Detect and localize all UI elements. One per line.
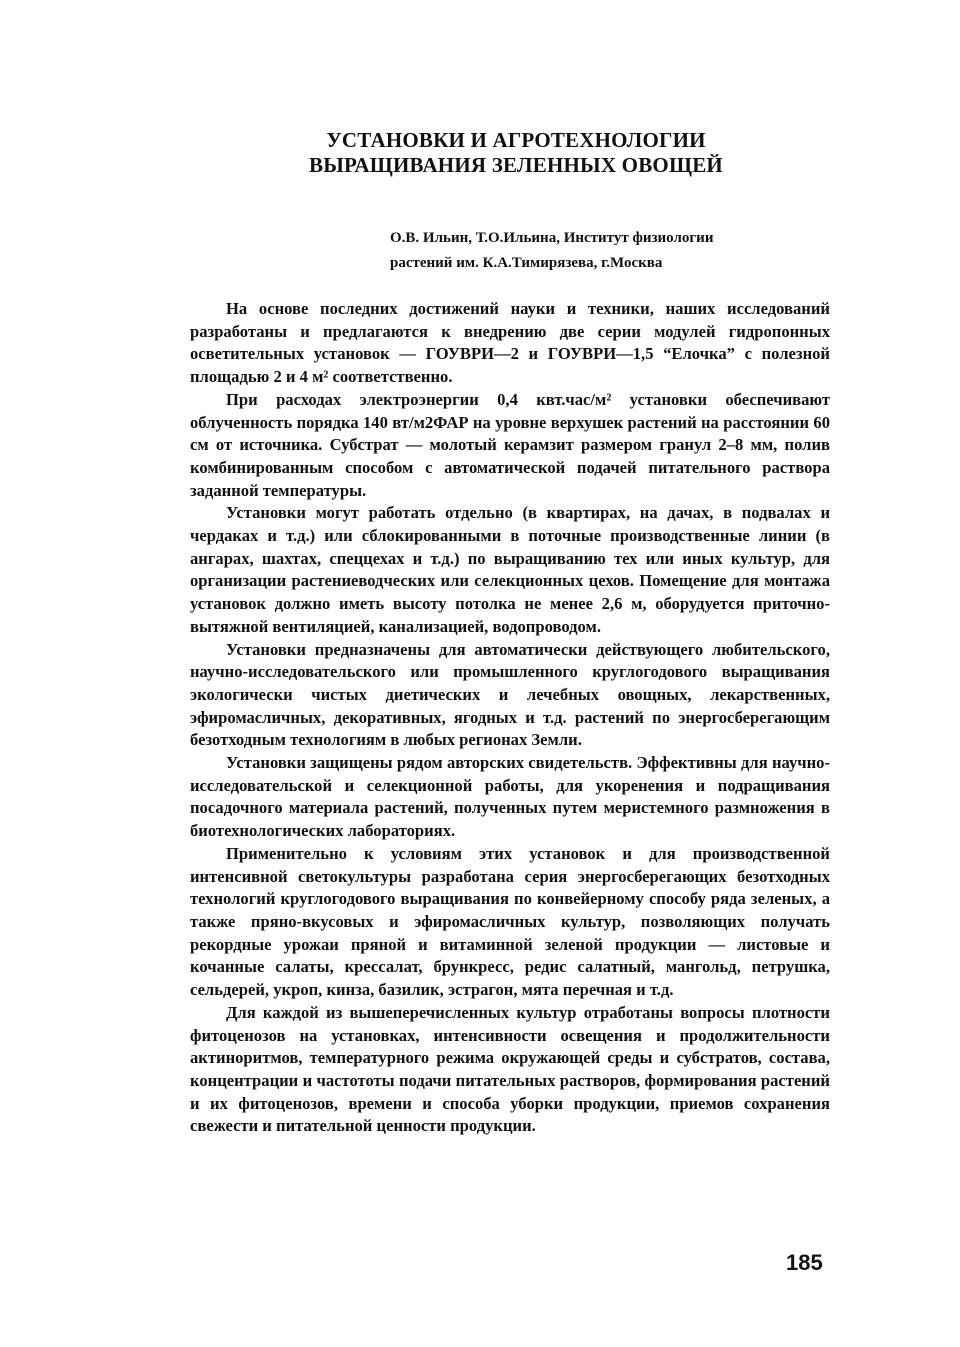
article: [190, 128, 830, 1138]
page-number: 185: [786, 1250, 823, 1275]
paragraph-3: Установки могут работать отдельно (в квартирах, на дачах, в подвалах и чердаках и т.д.) или сблокированными в поточные производственные линии (в ангарах, шахтах, спеццехах и т.д.) по выращиванию тех или иных культур, для организации растениеводческих или селекционных цехов. Помещение для монтажа установок должно иметь высоту потолка не менее 2,6 м, оборудуется приточно-вытяжной вентиляцией, канализацией, водопроводом.: [190, 503, 830, 636]
authors-line-2: растений им. К.А.Тимирязева, г.Москва: [390, 255, 663, 271]
paragraph-6: Применительно к условиям этих установок и для производственной интенсивной светокультуры разработана серия энергосберегающих безотходных технологий круглогодового выращивания по конвейерному способу ряда зеленых, а также пряно-вкусовых и эфиромасличных культур, позволяющих получать рекордные урожаи пряной и витаминной зеленой продукции — листовые и кочанные салаты, крессалат, брункресс, редис салатный, мангольд, петрушка, сельдерей, укроп, кинза, базилик, эстрагон, мята перечная и т.д.: [190, 843, 830, 1000]
paragraph-5: Установки защищены рядом авторских свидетельств. Эффективны для научно-исследовательской и селекционной работы, для укоренения и подращивания посадочного материала растений, полученных путем меристемного размножения в биотехнологических лабораториях.: [190, 753, 830, 841]
paragraph-4: Установки предназначены для автоматически действующего любительского, научно-исследовательского или промышленного круглогодового выращивания экологически чистых диетических и лечебных овощных, лекарственных, эфиромасличных, декоративных, ягодных и т.д. растений по энергосберегающим безотходным технологиям в любых регионах Земли.: [190, 639, 830, 750]
paragraph-2: При расходах электроэнергии 0,4 квт.час/м² установки обеспечивают облученность порядка 140 вт/м2ФАР на уровне верхушек растений на расстоянии 60 см от источника. Субстрат — молотый керамзит размером гранул 2–8 мм, полив комбинированным способом с автоматической подачей питательного раствора заданной температуры.: [190, 389, 830, 500]
title-line-2: ВЫРАЩИВАНИЯ ЗЕЛЕННЫХ ОВОЩЕЙ: [309, 153, 723, 177]
paragraph-1: На основе последних достижений науки и техники, наших исследований разработаны и предлагаются к внедрению две серии модулей гидропонных осветительных установок — ГОУВРИ—2 и ГОУВРИ—1,5 “Елочка” с полезной площадью 2 и 4 м² соответственно.: [190, 299, 830, 387]
article-body: [190, 298, 830, 1138]
paragraph-7: Для каждой из вышеперечисленных культур отработаны вопросы плотности фитоценозов на установках, интенсивности освещения и продолжительности актиноритмов, температурного режима окружающей среды и субстратов, состава, концентрации и частототы подачи питательных растворов, формирования растений и их фитоценозов, времени и способа уборки продукции, приемов сохранения свежести и питательной ценности продукции.: [190, 1002, 830, 1136]
authors-line-1: О.В. Ильин, Т.О.Ильина, Институт физиологии: [390, 230, 714, 246]
article-authors: [390, 226, 830, 276]
title-line-1: УСТАНОВКИ И АГРОТЕХНОЛОГИИ: [326, 128, 706, 152]
article-title: [202, 128, 830, 178]
